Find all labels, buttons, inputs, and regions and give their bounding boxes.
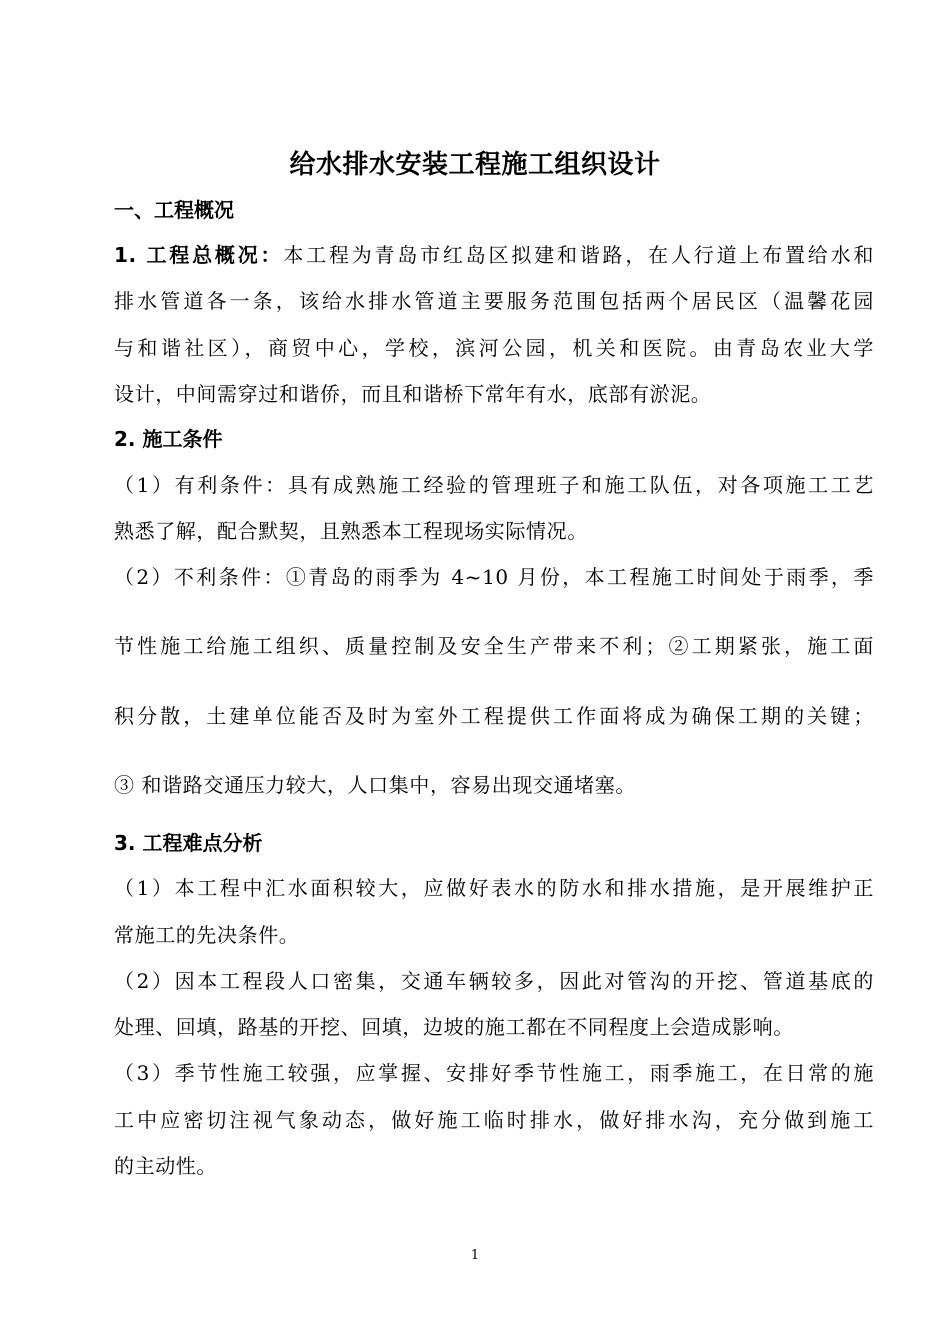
page-number: 1 [470, 1248, 480, 1263]
overview-line-1 [114, 241, 874, 269]
section-heading-overview: 一、工程概况 [114, 198, 234, 222]
document-title: 给水排水安装工程施工组织设计 [289, 150, 661, 180]
favorable-line-2: 熟悉了解，配合默契，且熟悉本工程现场实际情况。 [114, 519, 588, 543]
overview-line-4: 设计，中间需穿过和谐侨，而且和谐桥下常年有水，底部有淤泥。 [114, 382, 712, 406]
difficulty-2-line-1: （2）因本工程段人口密集，交通车辆较多，因此对管沟的开挖、管道基底的 [114, 969, 874, 993]
unfavorable-line-4: ③ 和谐路交通压力较大，人口集中，容易出现交通堵塞。 [114, 773, 636, 797]
difficulty-3-line-1: （3）季节性施工较强，应掌握、安排好季节性施工，雨季施工，在日常的施 [114, 1061, 874, 1085]
unfavorable-line-3: 积分散，土建单位能否及时为室外工程提供工作面将成为确保工期的关键； [114, 704, 874, 728]
favorable-line-1: （1）有利条件：具有成熟施工经验的管理班子和施工队伍，对各项施工工艺 [114, 473, 874, 497]
difficulty-3-line-3: 的主动性。 [114, 1154, 217, 1178]
difficulty-3-line-2: 工中应密切注视气象动态，做好施工临时排水，做好排水沟，充分做到施工 [114, 1108, 874, 1132]
overview-text-1: 本工程为青岛市红岛区拟建和谐路，在人行道上布置给水和 [283, 243, 874, 267]
difficulty-2-line-2: 处理、回填，路基的开挖、回填，边坡的施工都在不同程度上会造成影响。 [114, 1015, 794, 1039]
overview-line-3: 与和谐社区），商贸中心，学校，滨河公园，机关和医院。由青岛农业大学 [114, 336, 874, 360]
difficulty-1-line-2: 常施工的先决条件。 [114, 923, 300, 947]
section-heading-conditions: 2. 施工条件 [114, 427, 223, 451]
difficulty-1-line-1: （1）本工程中汇水面积较大，应做好表水的防水和排水措施，是开展维护正 [114, 876, 874, 900]
section-heading-difficulties: 3. 工程难点分析 [114, 831, 263, 855]
unfavorable-line-1: （2）不利条件：①青岛的雨季为 4~10 月份，本工程施工时间处于雨季，季 [114, 565, 874, 589]
overview-label: 1. 工程总概况： [114, 243, 284, 267]
overview-line-2: 排水管道各一条，该给水排水管道主要服务范围包括两个居民区（温馨花园 [114, 289, 874, 313]
unfavorable-line-2: 节性施工给施工组织、质量控制及安全生产带来不利；②工期紧张，施工面 [114, 634, 874, 658]
